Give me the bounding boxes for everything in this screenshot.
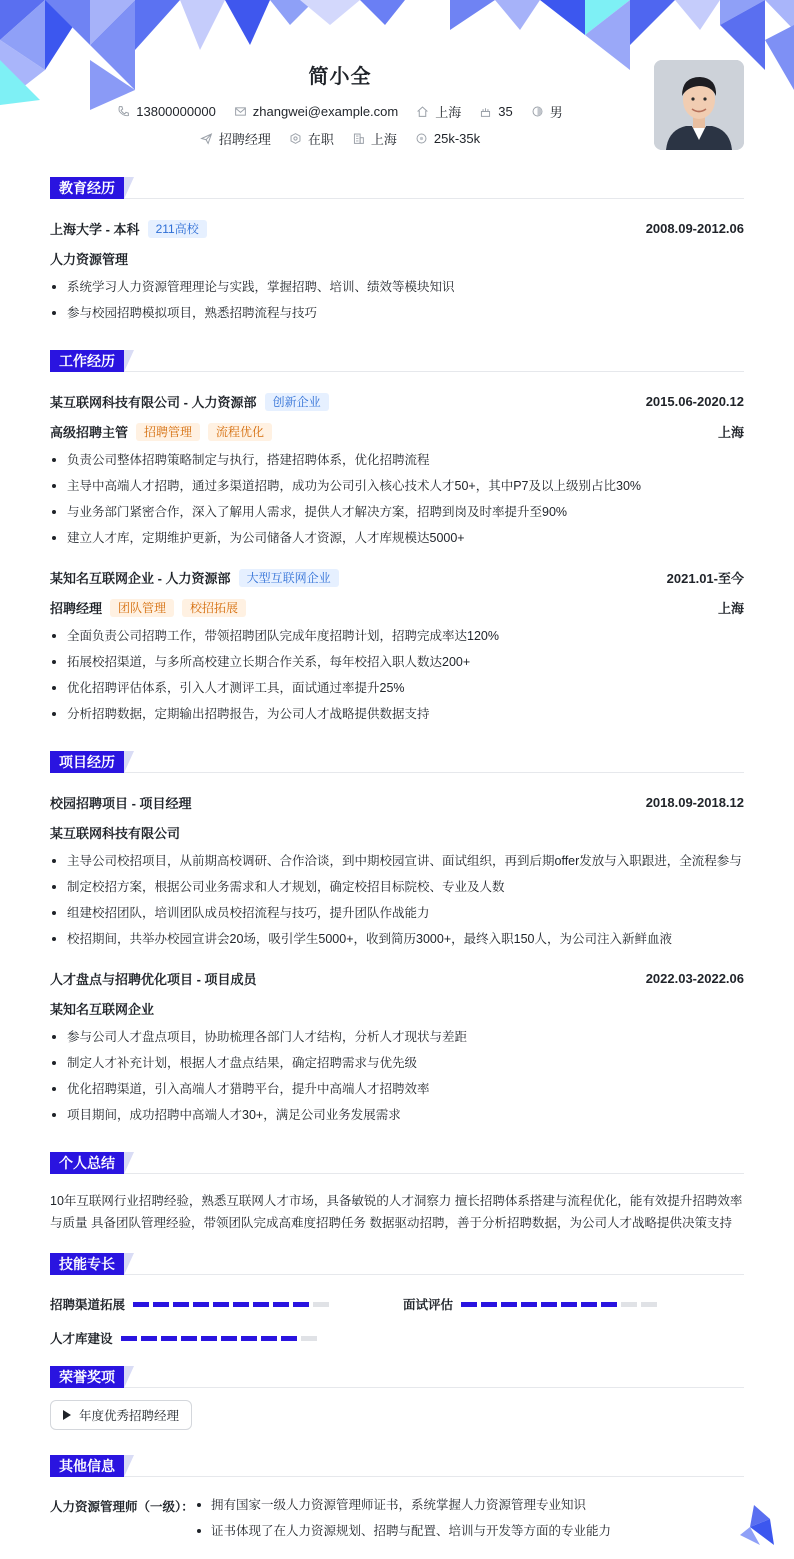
skill-level-segment [173, 1302, 189, 1307]
skill-level-segment [193, 1302, 209, 1307]
project-section [50, 751, 744, 1122]
major-row [50, 249, 744, 268]
city-text: 上海 [435, 105, 462, 120]
role-row [50, 422, 744, 441]
skill-name: 招聘渠道拓展 [50, 1298, 126, 1312]
role-name: 高级招聘主管 [50, 425, 129, 440]
target-city-info [352, 129, 397, 148]
position-info [200, 129, 271, 148]
other-section [50, 1455, 744, 1538]
cake-icon [479, 105, 492, 118]
skill-item [403, 1295, 657, 1313]
skill-level-segment [281, 1336, 297, 1341]
section-header [50, 1366, 744, 1388]
project-org-row [50, 823, 744, 842]
education-bullets [50, 274, 744, 326]
project-org-row [50, 999, 744, 1018]
award-item[interactable] [50, 1400, 192, 1430]
work-item-header [50, 568, 744, 587]
section-header [50, 177, 744, 199]
company-tag: 创新企业 [265, 393, 329, 411]
skill-level-bar [461, 1302, 657, 1307]
list-item: 系统学习人力资源管理理论与实践，掌握招聘、培训、绩效等模块知识 [50, 274, 744, 300]
awards-section [50, 1366, 744, 1423]
candidate-name: 简小全 [308, 66, 372, 88]
skill-level-segment [641, 1302, 657, 1307]
award-name: 年度优秀招聘经理 [79, 1409, 180, 1423]
work-item-header [50, 392, 744, 411]
project-item-header [50, 793, 744, 812]
section-title: 技能专长 [50, 1253, 124, 1275]
skill-level-segment [161, 1336, 177, 1341]
section-title: 教育经历 [50, 177, 124, 199]
education-period: 2008.09-2012.06 [645, 221, 744, 236]
work-city: 上海 [717, 425, 744, 440]
work-city: 上海 [717, 601, 744, 616]
role-name: 招聘经理 [50, 601, 103, 616]
phone-info [117, 104, 216, 119]
skill-level-segment [481, 1302, 497, 1307]
work-period: 2015.06-2020.12 [645, 394, 744, 409]
school-name: 上海大学 - 本科 [50, 222, 140, 237]
section-header [50, 1253, 744, 1275]
paper-plane-icon [200, 132, 213, 145]
project-period: 2022.03-2022.06 [645, 971, 744, 986]
work-bullets [50, 447, 744, 551]
email-text: zhangwei@example.com [252, 104, 399, 119]
skill-level-segment [541, 1302, 557, 1307]
section-title: 项目经历 [50, 751, 124, 773]
list-item: 制定校招方案，根据公司业务需求和人才规划，确定校招目标院校、专业及人数 [50, 874, 744, 900]
section-header [50, 350, 744, 372]
certificate-label: 人力资源管理师（一级）： [50, 1500, 194, 1514]
list-item: 项目期间，成功招聘中高端人才30+，满足公司业务发展需求 [50, 1102, 744, 1128]
coin-icon [415, 132, 428, 145]
status-info [289, 129, 334, 148]
avatar-portrait-icon [654, 60, 744, 150]
list-item: 建立人才库，定期维护更新，为公司储备人才资源，人才库规模达5000+ [50, 525, 744, 551]
list-item: 参与公司人才盘点项目，协助梳理各部门人才结构，分析人才现状与差距 [50, 1024, 744, 1050]
skill-level-segment [141, 1336, 157, 1341]
list-item: 优化招聘评估体系，引入人才测评工具，面试通过率提升25% [50, 675, 744, 701]
school-tag: 211高校 [148, 220, 207, 238]
list-item: 主导公司校招项目，从前期高校调研、合作洽谈，到中期校园宣讲、面试组织，再到后期offer发放与入职跟进，全流程参与 [50, 848, 744, 874]
mail-icon [234, 105, 247, 118]
section-header [50, 1152, 744, 1174]
skill-level-segment [293, 1302, 309, 1307]
skill-level-bar [133, 1302, 329, 1307]
skill-level-segment [253, 1302, 269, 1307]
company-name: 某知名互联网企业 - 人力资源部 [50, 571, 231, 586]
work-bullets [50, 623, 744, 727]
contact-row [0, 102, 680, 121]
skill-level-segment [153, 1302, 169, 1307]
project-item-header [50, 969, 744, 988]
project-name: 校园招聘项目 - 项目经理 [50, 796, 192, 811]
section-header [50, 751, 744, 773]
project-bullets [50, 1024, 744, 1128]
list-item: 优化招聘渠道，引入高端人才猎聘平台，提升中高端人才招聘效率 [50, 1076, 744, 1102]
skill-name: 面试评估 [403, 1298, 454, 1312]
gender-text: 男 [549, 105, 563, 120]
play-triangle-icon [63, 1410, 71, 1420]
skill-level-segment [313, 1302, 329, 1307]
certificate-details [195, 1492, 611, 1544]
project-bullets [50, 848, 744, 952]
summary-text: 10年互联网行业招聘经验，熟悉互联网人才市场，具备敏锐的人才洞察力 擅长招聘体系搭建与流程优化，能有效提升招聘效率与质量 具备团队管理经验，带领团队完成高难度招聘任务 数据驱动招聘，善于分析招聘数据，为公司人才战略提供决策支持 [50, 1194, 743, 1230]
phone-text: 13800000000 [136, 104, 216, 119]
hexagon-icon [289, 132, 302, 145]
list-item: 校招期间，共举办校园宣讲会20场，吸引学生5000+，收到简历3000+，最终入职150人，为公司注入新鲜血液 [50, 926, 744, 952]
skill-level-segment [121, 1336, 137, 1341]
skill-level-segment [273, 1302, 289, 1307]
age-info [479, 104, 512, 119]
skill-level-segment [201, 1336, 217, 1341]
section-title: 工作经历 [50, 350, 124, 372]
company-name: 某互联网科技有限公司 - 人力资源部 [50, 395, 257, 410]
list-item: 拓展校招渠道，与多所高校建立长期合作关系，每年校招入职人数达200+ [50, 649, 744, 675]
list-item: 全面负责公司招聘工作，带领招聘团队完成年度招聘计划，招聘完成率达120% [50, 623, 744, 649]
list-item: 制定人才补充计划，根据人才盘点结果，确定招聘需求与优先级 [50, 1050, 744, 1076]
major-name: 人力资源管理 [50, 252, 129, 267]
section-title: 其他信息 [50, 1455, 124, 1477]
skill-level-segment [521, 1302, 537, 1307]
salary-text: 25k-35k [433, 131, 481, 146]
home-icon [416, 105, 429, 118]
status-text: 在职 [307, 132, 334, 147]
email-info [234, 104, 398, 119]
list-item: 拥有国家一级人力资源管理师证书，系统掌握人力资源管理专业知识 [195, 1492, 611, 1518]
role-tag: 流程优化 [208, 423, 272, 441]
list-item: 证书体现了在人力资源规划、招聘与配置、培训与开发等方面的专业能力 [195, 1518, 611, 1544]
gender-icon [531, 105, 544, 118]
education-item-header [50, 219, 744, 238]
skill-level-segment [233, 1302, 249, 1307]
target-city-text: 上海 [370, 132, 397, 147]
building-icon [352, 132, 365, 145]
list-item: 主导中高端人才招聘，通过多渠道招聘，成功为公司引入核心技术人才50+，其中P7及以上级别占比30% [50, 473, 744, 499]
skill-level-segment [261, 1336, 277, 1341]
avatar [654, 60, 744, 150]
list-item: 分析招聘数据，定期输出招聘报告，为公司人才战略提供数据支持 [50, 701, 744, 727]
skill-level-segment [501, 1302, 517, 1307]
skill-level-segment [301, 1336, 317, 1341]
summary-section [50, 1152, 744, 1230]
gender-info [531, 102, 563, 121]
company-tag: 大型互联网企业 [239, 569, 339, 587]
resume-header [0, 0, 794, 168]
role-tag: 招聘管理 [136, 423, 200, 441]
project-org: 某知名互联网企业 [50, 1002, 155, 1017]
city-info [416, 102, 461, 121]
skill-level-segment [241, 1336, 257, 1341]
list-item: 组建校招团队，培训团队成员校招流程与技巧，提升团队作战能力 [50, 900, 744, 926]
section-header [50, 1455, 744, 1477]
phone-icon [117, 105, 130, 118]
list-item: 参与校园招聘模拟项目，熟悉招聘流程与技巧 [50, 300, 744, 326]
skill-item [50, 1295, 329, 1313]
skill-level-segment [133, 1302, 149, 1307]
skill-level-segment [621, 1302, 637, 1307]
footer-decoration [740, 1505, 780, 1549]
salary-info [415, 131, 480, 146]
role-tag: 校招拓展 [182, 599, 246, 617]
skill-level-segment [581, 1302, 597, 1307]
section-title: 荣誉奖项 [50, 1366, 124, 1388]
skill-level-bar [121, 1336, 317, 1341]
age-text: 35 [498, 104, 513, 119]
project-period: 2018.09-2018.12 [645, 795, 744, 810]
skill-level-segment [213, 1302, 229, 1307]
work-section [50, 350, 744, 721]
skill-level-segment [561, 1302, 577, 1307]
project-name: 人才盘点与招聘优化项目 - 项目成员 [50, 972, 257, 987]
role-tag: 团队管理 [110, 599, 174, 617]
job-intent-row [0, 129, 680, 148]
work-period: 2021.01-至今 [666, 571, 744, 586]
skills-section [50, 1253, 744, 1346]
list-item: 与业务部门紧密合作，深入了解用人需求，提供人才解决方案，招聘到岗及时率提升至90% [50, 499, 744, 525]
project-org: 某互联网科技有限公司 [50, 826, 181, 841]
skill-item [50, 1329, 317, 1347]
skill-level-segment [181, 1336, 197, 1341]
skill-level-segment [601, 1302, 617, 1307]
skill-level-segment [221, 1336, 237, 1341]
education-section [50, 177, 744, 320]
role-row [50, 598, 744, 617]
position-text: 招聘经理 [218, 132, 271, 147]
skill-level-segment [461, 1302, 477, 1307]
list-item: 负责公司整体招聘策略制定与执行，搭建招聘体系，优化招聘流程 [50, 447, 744, 473]
skill-name: 人才库建设 [50, 1332, 113, 1346]
section-title: 个人总结 [50, 1152, 124, 1174]
